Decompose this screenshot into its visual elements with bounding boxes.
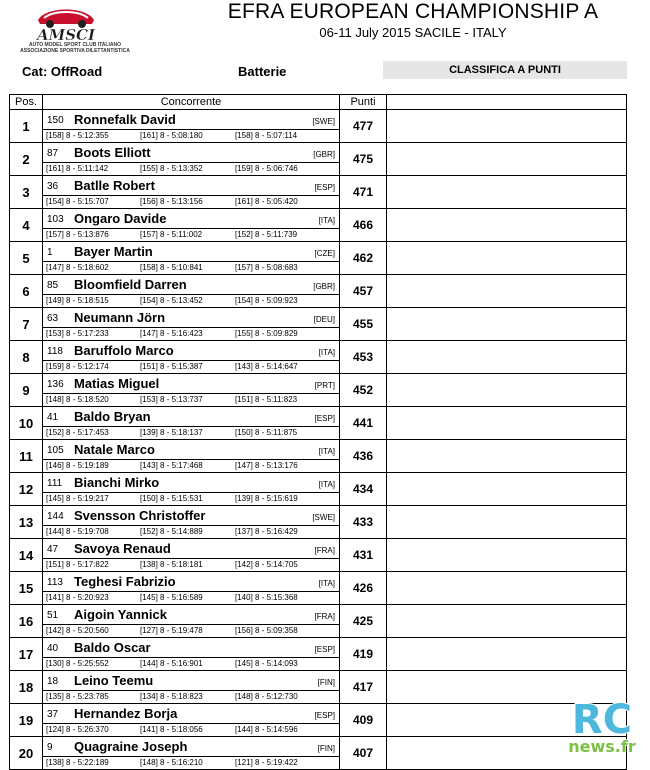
heat-result-3: [161] 8 - 5:05:420 <box>235 197 298 206</box>
racing-car-logo-icon <box>34 2 98 42</box>
blank-cell <box>387 407 627 440</box>
heat-results-cell <box>43 625 340 638</box>
position-cell: 16 <box>10 605 43 638</box>
competitor-cell <box>43 242 340 262</box>
points-cell: 457 <box>340 275 387 308</box>
svg-text:AMSCI: AMSCI <box>36 26 96 42</box>
table-row <box>10 275 627 295</box>
driver-name: Bayer Martin <box>74 244 153 259</box>
car-number: 111 <box>47 478 63 489</box>
col-header-blank <box>387 95 627 110</box>
blank-cell <box>387 473 627 506</box>
heat-result-2: [153] 8 - 5:13:737 <box>140 395 203 404</box>
points-cell: 434 <box>340 473 387 506</box>
position-cell: 14 <box>10 539 43 572</box>
heat-result-1: [157] 8 - 5:13:876 <box>46 230 109 239</box>
position-cell: 13 <box>10 506 43 539</box>
points-cell: 452 <box>340 374 387 407</box>
points-cell: 417 <box>340 671 387 704</box>
heat-result-1: [142] 8 - 5:20:560 <box>46 626 109 635</box>
heat-result-2: [138] 8 - 5:18:181 <box>140 560 203 569</box>
car-number: 47 <box>47 544 59 555</box>
blank-cell <box>387 110 627 143</box>
competitor-cell <box>43 473 340 493</box>
position-cell: 3 <box>10 176 43 209</box>
driver-name: Svensson Christoffer <box>74 508 206 523</box>
position-cell: 15 <box>10 572 43 605</box>
blank-cell <box>387 572 627 605</box>
table-header-row <box>10 95 627 110</box>
heat-result-1: [149] 8 - 5:18:515 <box>46 296 109 305</box>
car-number: 87 <box>47 148 59 159</box>
heat-results-cell <box>43 691 340 704</box>
heat-results-cell <box>43 658 340 671</box>
competitor-cell <box>43 341 340 361</box>
position-cell: 1 <box>10 110 43 143</box>
heat-results-cell <box>43 526 340 539</box>
heat-result-2: [143] 8 - 5:17:468 <box>140 461 203 470</box>
heat-result-1: [124] 8 - 5:26:370 <box>46 725 109 734</box>
nationality: [FIN] <box>317 678 335 687</box>
heat-result-1: [146] 8 - 5:19:189 <box>46 461 109 470</box>
table-row <box>10 308 627 328</box>
heat-results-cell <box>43 394 340 407</box>
car-number: 41 <box>47 412 59 423</box>
heat-result-2: [155] 8 - 5:13:352 <box>140 164 203 173</box>
driver-name: Neumann Jörn <box>74 310 166 325</box>
table-row <box>10 704 627 724</box>
heat-result-3: [159] 8 - 5:06:746 <box>235 164 298 173</box>
heat-result-2: [134] 8 - 5:18:823 <box>140 692 203 701</box>
blank-cell <box>387 506 627 539</box>
heat-result-2: [152] 8 - 5:14:889 <box>140 527 203 536</box>
driver-name: Bloomfield Darren <box>74 277 187 292</box>
nationality: [ITA] <box>318 480 335 489</box>
table-row <box>10 407 627 427</box>
nationality: [FRA] <box>314 546 335 555</box>
driver-name: Quagraine Joseph <box>74 739 188 754</box>
table-row <box>10 506 627 526</box>
table-row <box>10 242 627 262</box>
competitor-cell <box>43 374 340 394</box>
heat-result-3: [148] 8 - 5:12:730 <box>235 692 298 701</box>
heat-results-cell <box>43 559 340 572</box>
heat-results-cell <box>43 427 340 440</box>
points-cell: 407 <box>340 737 387 770</box>
driver-name: Boots Elliott <box>74 145 151 160</box>
table-row <box>10 473 627 493</box>
blank-cell <box>387 209 627 242</box>
car-number: 51 <box>47 610 59 621</box>
club-name-line: AUTO MODEL SPORT CLUB ITALIANO <box>29 42 121 48</box>
position-cell: 9 <box>10 374 43 407</box>
driver-name: Hernandez Borja <box>74 706 178 721</box>
heat-result-2: [157] 8 - 5:11:002 <box>140 230 203 239</box>
points-cell: 431 <box>340 539 387 572</box>
heat-result-2: [148] 8 - 5:16:210 <box>140 758 203 767</box>
points-cell: 425 <box>340 605 387 638</box>
heat-result-2: [156] 8 - 5:13:156 <box>140 197 203 206</box>
blank-cell <box>387 143 627 176</box>
heat-results-cell <box>43 493 340 506</box>
heat-result-2: [145] 8 - 5:16:589 <box>140 593 203 602</box>
car-number: 85 <box>47 280 59 291</box>
blank-cell <box>387 539 627 572</box>
watermark-rc-text: RC <box>571 697 633 743</box>
heat-result-2: [158] 8 - 5:10:841 <box>140 263 203 272</box>
heat-result-2: [154] 8 - 5:13:452 <box>140 296 203 305</box>
competitor-cell <box>43 506 340 526</box>
car-number: 37 <box>47 709 59 720</box>
heat-result-1: [138] 8 - 5:22:189 <box>46 758 109 767</box>
nationality: [DEU] <box>313 315 335 324</box>
heat-results-cell <box>43 328 340 341</box>
competitor-cell <box>43 143 340 163</box>
position-cell: 7 <box>10 308 43 341</box>
driver-name: Matias Miguel <box>74 376 160 391</box>
heat-result-3: [121] 8 - 5:19:422 <box>235 758 298 767</box>
col-header-points: Punti <box>340 95 387 110</box>
nationality: [ESP] <box>314 414 335 423</box>
heat-result-3: [154] 8 - 5:09:923 <box>235 296 298 305</box>
heat-results-cell <box>43 757 340 770</box>
points-cell: 466 <box>340 209 387 242</box>
heat-result-2: [147] 8 - 5:16:423 <box>140 329 203 338</box>
col-header-competitor: Concorrente <box>43 95 340 110</box>
heat-result-1: [153] 8 - 5:17:233 <box>46 329 109 338</box>
club-subtitle-line: ASSOCIAZIONE SPORTIVA DILETTANTISTICA <box>20 48 130 54</box>
nationality: [FIN] <box>317 744 335 753</box>
table-row <box>10 539 627 559</box>
nationality: [PRT] <box>314 381 335 390</box>
heat-results-cell <box>43 130 340 143</box>
competitor-cell <box>43 275 340 295</box>
heat-result-1: [145] 8 - 5:19:217 <box>46 494 109 503</box>
competitor-cell <box>43 704 340 724</box>
car-number: 105 <box>47 445 64 456</box>
blank-cell <box>387 341 627 374</box>
position-cell: 5 <box>10 242 43 275</box>
heat-result-1: [141] 8 - 5:20:923 <box>46 593 109 602</box>
table-row <box>10 143 627 163</box>
heat-result-1: [147] 8 - 5:18:602 <box>46 263 109 272</box>
heat-result-3: [145] 8 - 5:14:093 <box>235 659 298 668</box>
heat-results-cell <box>43 163 340 176</box>
competitor-cell <box>43 440 340 460</box>
table-row <box>10 209 627 229</box>
heat-result-3: [156] 8 - 5:09:358 <box>235 626 298 635</box>
blank-cell <box>387 308 627 341</box>
car-number: 1 <box>47 247 53 258</box>
heat-result-1: [130] 8 - 5:25:552 <box>46 659 109 668</box>
category-label: Cat: OffRoad <box>22 64 103 79</box>
heat-result-2: [150] 8 - 5:15:531 <box>140 494 203 503</box>
blank-cell <box>387 605 627 638</box>
driver-name: Baldo Oscar <box>74 640 151 655</box>
points-cell: 441 <box>340 407 387 440</box>
nationality: [ITA] <box>318 216 335 225</box>
club-name <box>20 42 130 54</box>
table-row <box>10 341 627 361</box>
heat-results-cell <box>43 229 340 242</box>
heat-result-3: [142] 8 - 5:14:705 <box>235 560 298 569</box>
nationality: [ESP] <box>314 645 335 654</box>
heat-result-3: [140] 8 - 5:15:368 <box>235 593 298 602</box>
watermark-news-text: news.fr <box>568 737 636 755</box>
nationality: [CZE] <box>314 249 335 258</box>
car-number: 150 <box>47 115 64 126</box>
col-header-pos: Pos. <box>10 95 43 110</box>
points-cell: 455 <box>340 308 387 341</box>
table-row <box>10 176 627 196</box>
nationality: [ESP] <box>314 711 335 720</box>
driver-name: Ongaro Davide <box>74 211 167 226</box>
heat-result-3: [143] 8 - 5:14:647 <box>235 362 298 371</box>
car-number: 36 <box>47 181 59 192</box>
position-cell: 17 <box>10 638 43 671</box>
position-cell: 12 <box>10 473 43 506</box>
table-row <box>10 605 627 625</box>
heat-result-3: [155] 8 - 5:09:829 <box>235 329 298 338</box>
table-row <box>10 110 627 130</box>
section-label: Batterie <box>238 64 287 79</box>
points-cell: 462 <box>340 242 387 275</box>
results-table <box>9 94 627 770</box>
heat-result-3: [137] 8 - 5:16:429 <box>235 527 298 536</box>
blank-cell <box>387 176 627 209</box>
page-title: EFRA EUROPEAN CHAMPIONSHIP A <box>227 0 599 23</box>
driver-name: Batlle Robert <box>74 178 155 193</box>
competitor-cell <box>43 407 340 427</box>
heat-result-2: [141] 8 - 5:18:056 <box>140 725 203 734</box>
heat-results-cell <box>43 196 340 209</box>
heat-result-2: [144] 8 - 5:16:901 <box>140 659 203 668</box>
driver-name: Savoya Renaud <box>74 541 171 556</box>
heat-results-cell <box>43 295 340 308</box>
nationality: [SWE] <box>312 117 335 126</box>
car-number: 40 <box>47 643 59 654</box>
position-cell: 19 <box>10 704 43 737</box>
position-cell: 8 <box>10 341 43 374</box>
heat-results-cell <box>43 262 340 275</box>
blank-cell <box>387 374 627 407</box>
points-cell: 436 <box>340 440 387 473</box>
heat-result-1: [135] 8 - 5:23:785 <box>46 692 109 701</box>
table-row <box>10 572 627 592</box>
points-cell: 433 <box>340 506 387 539</box>
nationality: [GBR] <box>313 282 335 291</box>
driver-name: Leino Teemu <box>74 673 154 688</box>
blank-cell <box>387 242 627 275</box>
table-row <box>10 737 627 757</box>
competitor-cell <box>43 539 340 559</box>
points-cell: 475 <box>340 143 387 176</box>
heat-result-3: [139] 8 - 5:15:619 <box>235 494 298 503</box>
heat-results-cell <box>43 592 340 605</box>
heat-result-2: [161] 8 - 5:08:180 <box>140 131 203 140</box>
driver-name: Bianchi Mirko <box>74 475 160 490</box>
driver-name: Natale Marco <box>74 442 155 457</box>
heat-result-1: [154] 8 - 5:15:707 <box>46 197 109 206</box>
rcnews-watermark-logo <box>562 697 642 755</box>
club-logo <box>20 2 130 58</box>
heat-results-cell <box>43 361 340 374</box>
heat-results-cell <box>43 724 340 737</box>
points-cell: 453 <box>340 341 387 374</box>
heat-result-3: [144] 8 - 5:14:596 <box>235 725 298 734</box>
heat-result-1: [152] 8 - 5:17:453 <box>46 428 109 437</box>
heat-result-3: [158] 8 - 5:07:114 <box>235 131 298 140</box>
heat-result-1: [151] 8 - 5:17:822 <box>46 560 109 569</box>
heat-result-1: [161] 8 - 5:11:142 <box>46 164 109 173</box>
points-cell: 419 <box>340 638 387 671</box>
nationality: [FRA] <box>314 612 335 621</box>
driver-name: Ronnefalk David <box>74 112 176 127</box>
car-number: 63 <box>47 313 59 324</box>
nationality: [SWE] <box>312 513 335 522</box>
event-subtitle: 06-11 July 2015 SACILE - ITALY <box>319 25 507 40</box>
points-cell: 426 <box>340 572 387 605</box>
points-cell: 409 <box>340 704 387 737</box>
car-number: 18 <box>47 676 59 687</box>
points-cell: 471 <box>340 176 387 209</box>
driver-name: Baldo Bryan <box>74 409 151 424</box>
heat-result-1: [159] 8 - 5:12:174 <box>46 362 109 371</box>
position-cell: 4 <box>10 209 43 242</box>
position-cell: 2 <box>10 143 43 176</box>
competitor-cell <box>43 572 340 592</box>
position-cell: 20 <box>10 737 43 770</box>
competitor-cell <box>43 605 340 625</box>
driver-name: Teghesi Fabrizio <box>74 574 176 589</box>
heat-result-1: [158] 8 - 5:12:355 <box>46 131 109 140</box>
position-cell: 11 <box>10 440 43 473</box>
nationality: [ITA] <box>318 348 335 357</box>
position-cell: 6 <box>10 275 43 308</box>
points-cell: 477 <box>340 110 387 143</box>
nationality: [ITA] <box>318 447 335 456</box>
blank-cell <box>387 440 627 473</box>
nationality: [ITA] <box>318 579 335 588</box>
table-row <box>10 638 627 658</box>
competitor-cell <box>43 308 340 328</box>
heat-result-2: [139] 8 - 5:18:137 <box>140 428 203 437</box>
car-number: 9 <box>47 742 53 753</box>
heat-result-3: [147] 8 - 5:13:176 <box>235 461 298 470</box>
nationality: [GBR] <box>313 150 335 159</box>
competitor-cell <box>43 176 340 196</box>
driver-name: Baruffolo Marco <box>74 343 174 358</box>
position-cell: 18 <box>10 671 43 704</box>
blank-cell <box>387 275 627 308</box>
heat-result-1: [144] 8 - 5:19:708 <box>46 527 109 536</box>
heat-result-1: [148] 8 - 5:18:520 <box>46 395 109 404</box>
table-row <box>10 440 627 460</box>
heat-result-3: [157] 8 - 5:08:683 <box>235 263 298 272</box>
nationality: [ESP] <box>314 183 335 192</box>
heat-result-3: [152] 8 - 5:11:739 <box>235 230 298 239</box>
blank-cell <box>387 638 627 671</box>
car-number: 113 <box>47 577 63 588</box>
competitor-cell <box>43 671 340 691</box>
ranking-banner: CLASSIFICA A PUNTI <box>383 61 627 79</box>
heat-results-cell <box>43 460 340 473</box>
car-number: 103 <box>47 214 64 225</box>
position-cell: 10 <box>10 407 43 440</box>
table-row <box>10 374 627 394</box>
competitor-cell <box>43 737 340 757</box>
competitor-cell <box>43 209 340 229</box>
car-number: 118 <box>47 346 63 357</box>
driver-name: Aigoin Yannick <box>74 607 167 622</box>
car-number: 136 <box>47 379 64 390</box>
heat-result-3: [150] 8 - 5:11:875 <box>235 428 298 437</box>
competitor-cell <box>43 110 340 130</box>
competitor-cell <box>43 638 340 658</box>
heat-result-2: [127] 8 - 5:19:478 <box>140 626 203 635</box>
car-number: 144 <box>47 511 64 522</box>
table-row <box>10 671 627 691</box>
heat-result-2: [151] 8 - 5:15:387 <box>140 362 203 371</box>
heat-result-3: [151] 8 - 5:11:823 <box>235 395 298 404</box>
